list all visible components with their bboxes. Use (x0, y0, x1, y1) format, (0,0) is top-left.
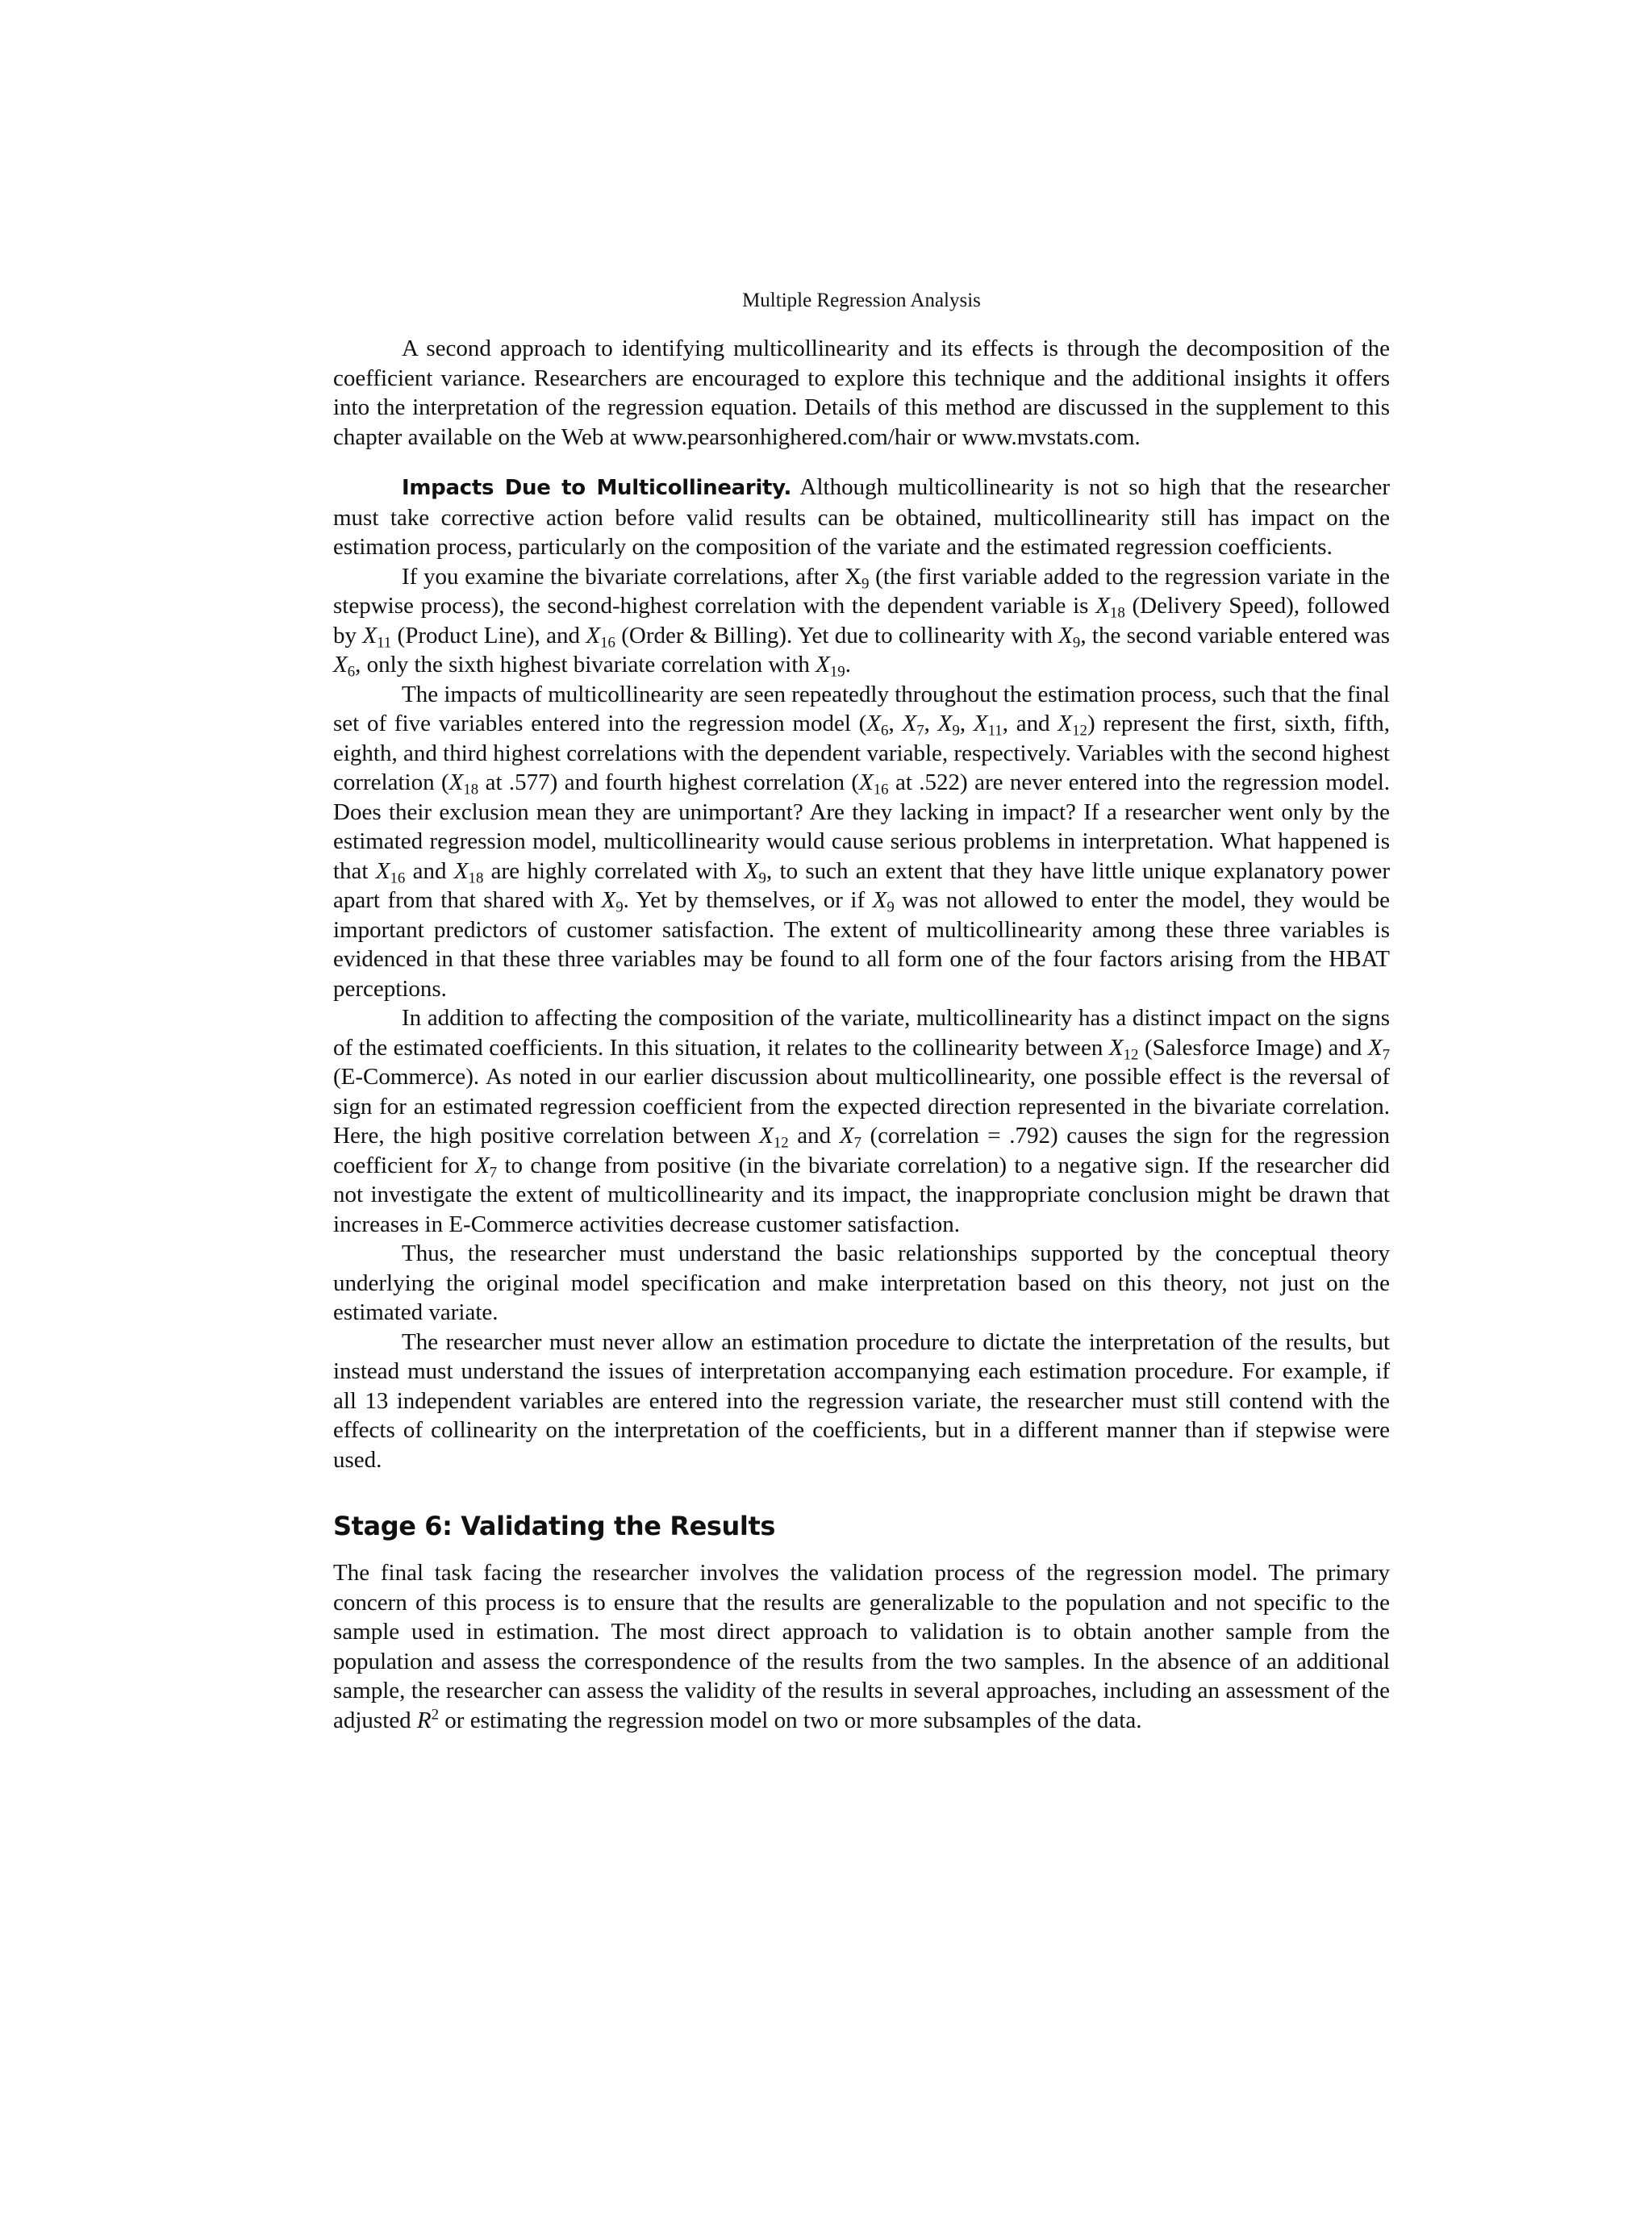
paragraph-never-dictate: The researcher must never allow an estimation procedure to dictate the interpretation of the results, but instead must understand the issues of interpretation accompanying each estimation procedure. For example, if all 13 independent variables are entered into the regression variate, the researcher must still contend with the effects of collinearity on the interpretation of the coefficients, but in a different manner than if stepwise were used. (333, 1328, 1390, 1473)
paragraph-bivariate-correlations: If you examine the bivariate correlations, after $X_9$ (the first variable added to the regression variate in the stepwise process), the second-highest correlation with the dependent variable is $X_{18}$ (Delivery Speed), followed by $X_{11}$ (Product Line), and $X_{16}$ (Order & Billing). Yet due to collinearity with $X_9$, the second variable entered was $X_6$, only the sixth highest bivariate correlation with $X_{19}$. (333, 563, 1391, 681)
running-head: Multiple Regression Analysis (742, 290, 981, 311)
paragraph-decomposition: A second approach to identifying multicollinearity and its effects is through the decomposition of the coefficient variance. Researchers are encouraged to explore this technique and the additional insights it offers into the interpretation of the regression equation. Details of this method are discussed in the supplement to this chapter available on the Web at www.pearsonhighered.com/hair or www.mvstats.com. (333, 336, 1390, 450)
paragraph-impacts-multicollinearity: Impacts Due to Multicollinearity. Although multicollinearity is not so high that the researcher must take corrective action before valid results can be obtained, multicollinearity still has impact on the estimation process, particularly on the composition of the variate and the estimated regression coefficients. (333, 474, 1391, 560)
paragraph-thus: Thus, the researcher must understand the basic relationships supported by the conceptual theory underlying the original model specification and make interpretation based on this theory, not just on the estimated variate. (333, 1241, 1390, 1325)
paragraph-validation: The final task facing the researcher involves the validation process of the regression model. The primary concern of this process is to ensure that the results are generalizable to the population and not specific to the sample used in estimation. The most direct approach to validation is to obtain another sample from the population and assess the correspondence of the results from the two samples. In the absence of an additional sample, the researcher can assess the validity of the results in several approaches, including an assessment of the adjusted $R^2$ or estimating the regression model on two or more subsamples of the data. (333, 1560, 1390, 1733)
paragraph-signs-of-coefficients: In addition to affecting the composition of the variate, multicollinearity has a distinct impact on the signs of the estimated coefficients. In this situation, it relates to the collinearity between $X_{12}$ (Salesforce Image) and $X_7$ (E-Commerce). As noted in our earlier discussion about multicollinearity, one possible effect is the reversal of sign for an estimated regression coefficient from the expected direction represented in the bivariate correlation. Here, the high positive correlation between $X_{12}$ and $X_7$ (correlation = .792) causes the sign for the regression coefficient for $X_7$ to change from positive (in the bivariate correlation) to a negative sign. If the researcher did not investigate the extent of multicollinearity and its impact, the inappropriate conclusion might be drawn that increases in E-Commerce activities decrease customer satisfaction. (333, 1005, 1391, 1237)
subsection-heading-impacts: Impacts Due to Multicollinearity. (402, 476, 792, 500)
section-heading-stage-6: Stage 6: Validating the Results (333, 1511, 776, 1541)
paragraph-impacts-repeated: The impacts of multicollinearity are seen repeatedly throughout the estimation process, such that the final set of five variables entered into the regression model ($X_6$, $X_7$, $X_9$, $X_{11}$, and $X_{12}$) represent the first, sixth, fifth, eighth, and third highest correlations with the dependent variable, respectively. Variables with the second highest correlation ($X_{18}$ at .577) and fourth highest correlation ($X_{16}$ at .522) are never entered into the regression model. Does their exclusion mean they are unimportant? Are they lacking in impact? If a researcher went only by the estimated regression model, multicollinearity would cause serious problems in interpretation. What happened is that $X_{16}$ and $X_{18}$ are highly correlated with $X_9$, to such an extent that they have little unique explanatory power apart from that shared with $X_9$. Yet by themselves, or if $X_9$ was not allowed to enter the model, they would be important predictors of customer satisfaction. The extent of multicollinearity among these three variables is evidenced in that these three variables may be found to all form one of the four factors arising from the HBAT perceptions. (333, 681, 1391, 1002)
page-body (333, 289, 1390, 1735)
